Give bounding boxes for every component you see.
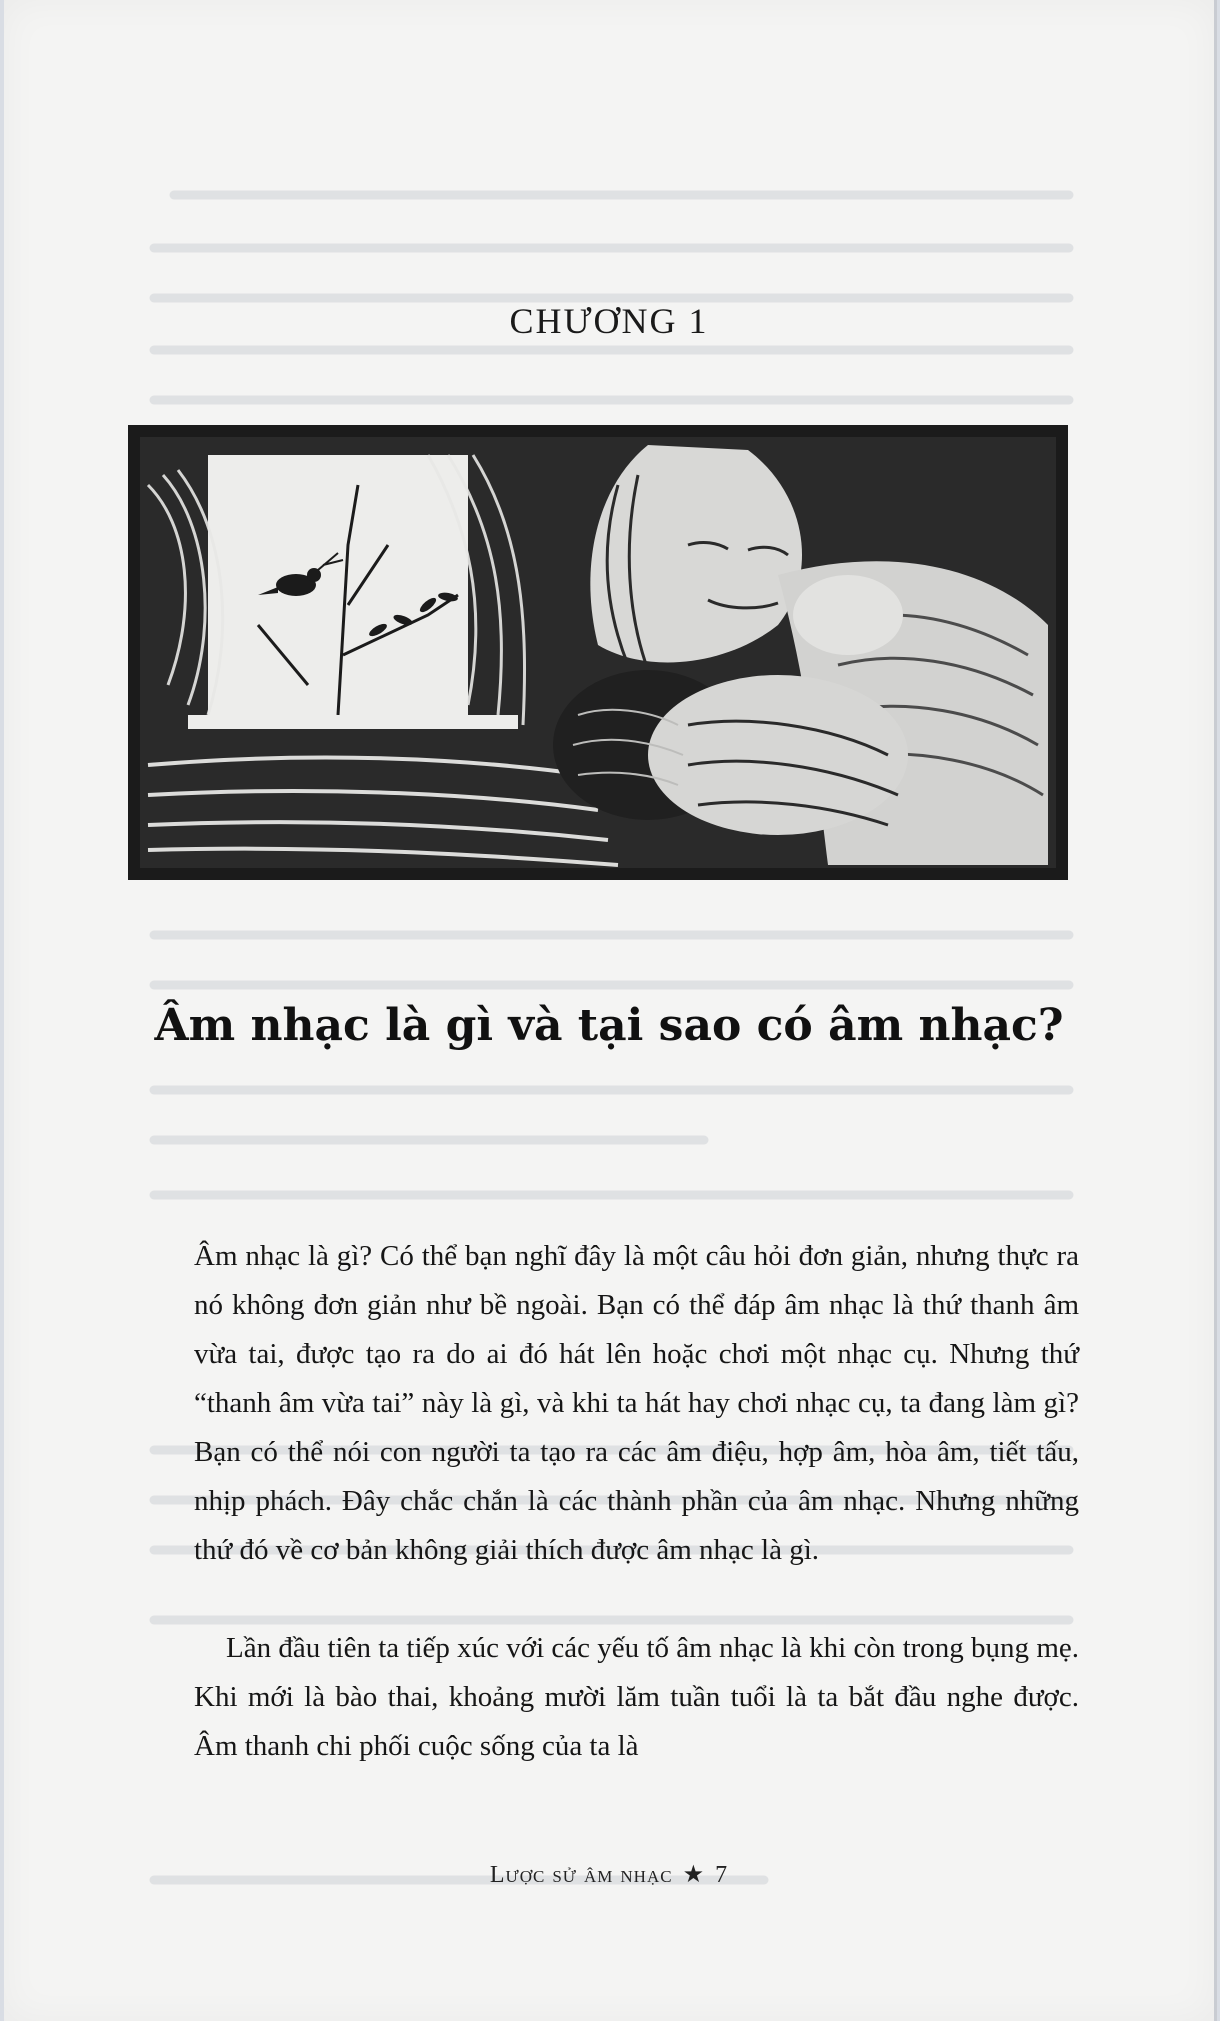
star-icon: ★ [682, 1862, 706, 1888]
body-paragraph-1: Âm nhạc là gì? Có thể bạn nghĩ đây là một câu hỏi đơn giản, nhưng thực ra nó không đơn giản như bề ngoài. Bạn có thể đáp âm nhạc là thứ thanh âm vừa tai, được tạo ra do ai đó hát lên hoặc chơi một nhạc cụ. Nhưng thứ “thanh âm vừa tai” này là gì, và khi ta hát hay chơi nhạc cụ, ta đang làm gì? Bạn có thể nói con người ta tạo ra các âm điệu, hợp âm, hòa âm, tiết tấu, nhịp phách. Đây chắc chắn là các thành phần của âm nhạc. Nhưng những thứ đó về cơ bản không giải thích được âm nhạc là gì. [194, 1240, 1079, 1566]
body-paragraph-2-text: Lần đầu tiên ta tiếp xúc với các yếu tố âm nhạc là khi còn trong bụng mẹ. Khi mới là bào thai, khoảng mười lăm tuần tuổi là ta bắt đầu nghe được. Âm thanh chi phối cuộc sống của ta là [194, 1632, 1079, 1762]
woodcut-mother-baby-icon [128, 425, 1068, 880]
body-paragraph-2 [194, 1624, 1079, 1771]
page-footer [4, 1860, 1214, 1889]
section-title: Âm nhạc là gì và tại sao có âm nhạc? [154, 1000, 1064, 1051]
book-page [4, 0, 1217, 2021]
running-title: Lược sử âm nhạc [489, 1862, 673, 1888]
page-number: 7 [715, 1862, 729, 1888]
chapter-heading: CHƯƠNG 1 [509, 301, 709, 341]
